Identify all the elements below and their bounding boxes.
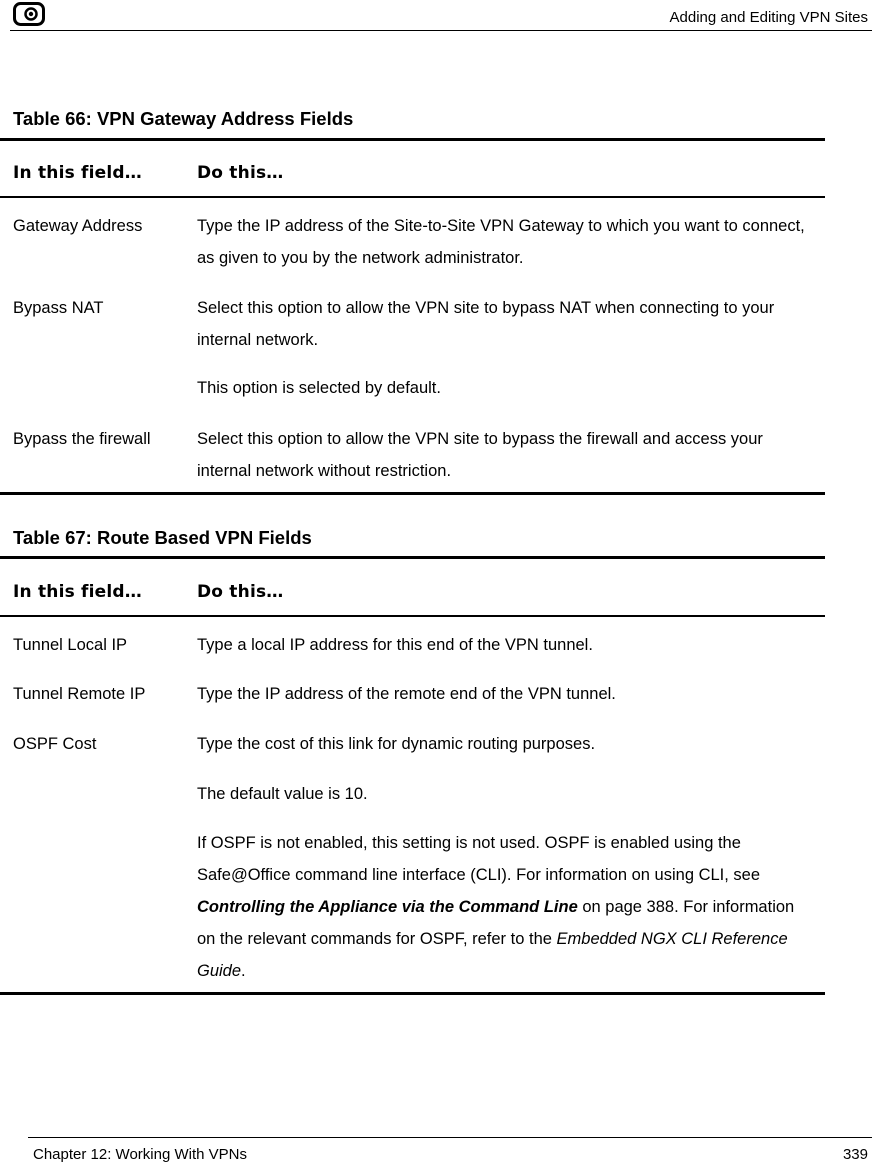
table-66-col-action-header: Do this… bbox=[197, 163, 284, 183]
table-row-field: Gateway Address bbox=[13, 217, 143, 235]
table-row-field: Tunnel Remote IP bbox=[13, 685, 146, 703]
table-67-top-rule bbox=[0, 556, 825, 559]
footer-divider bbox=[28, 1137, 872, 1138]
table-66-top-rule bbox=[0, 138, 825, 141]
running-header-title: Adding and Editing VPN Sites bbox=[669, 9, 868, 26]
table-row-desc: Type the IP address of the Site-to-Site VPN Gateway to which you want to connect, as given to you by the network administrator. bbox=[197, 217, 805, 267]
table-row-desc: Select this option to allow the VPN site to bypass NAT when connecting to your internal network. bbox=[197, 299, 775, 349]
table-row-desc: Type a local IP address for this end of the VPN tunnel. bbox=[197, 636, 593, 654]
table-67-col-field-header: In this field… bbox=[13, 582, 142, 602]
table-row-field: Bypass NAT bbox=[13, 299, 104, 317]
table-67-col-action-header: Do this… bbox=[197, 582, 284, 602]
table-67-header-rule bbox=[0, 615, 825, 617]
ospf-note-text: on page 388. For information on the relevant commands for OSPF, refer to the bbox=[197, 898, 795, 948]
table-row-field: Bypass the firewall bbox=[13, 430, 151, 448]
table-row-desc: Select this option to allow the VPN site to bypass the firewall and access your internal network without restriction. bbox=[197, 430, 763, 480]
table-row-desc: Type the cost of this link for dynamic routing purposes. bbox=[197, 735, 596, 753]
header-divider bbox=[10, 30, 872, 31]
table-66-caption: Table 66: VPN Gateway Address Fields bbox=[13, 108, 354, 129]
table-row-desc-default: The default value is 10. bbox=[197, 785, 368, 803]
table-66-header-rule bbox=[0, 196, 825, 198]
table-67-caption: Table 67: Route Based VPN Fields bbox=[13, 527, 312, 548]
table-row-field: OSPF Cost bbox=[13, 735, 97, 753]
table-row-desc-note: This option is selected by default. bbox=[197, 379, 441, 397]
cross-reference-link[interactable]: Controlling the Appliance via the Command Line bbox=[197, 898, 578, 916]
footer-chapter: Chapter 12: Working With VPNs bbox=[33, 1146, 247, 1163]
ospf-note-text: . bbox=[241, 962, 246, 980]
ospf-note-text: If OSPF is not enabled, this setting is not used. OSPF is enabled using the Safe@Office command line interface (CLI). For information on using CLI, see bbox=[197, 834, 761, 884]
reference-guide-title: Embedded NGX CLI Reference Guide bbox=[197, 930, 788, 980]
table-row-desc-ospf-note bbox=[197, 827, 812, 987]
table-row-desc: Type the IP address of the remote end of the VPN tunnel. bbox=[197, 685, 616, 703]
table-67-bottom-rule bbox=[0, 992, 825, 995]
table-66-col-field-header: In this field… bbox=[13, 163, 142, 183]
page-number: 339 bbox=[842, 1146, 868, 1163]
camera-logo-icon bbox=[13, 2, 45, 26]
table-row-field: Tunnel Local IP bbox=[13, 636, 128, 654]
table-66-bottom-rule bbox=[0, 492, 825, 495]
